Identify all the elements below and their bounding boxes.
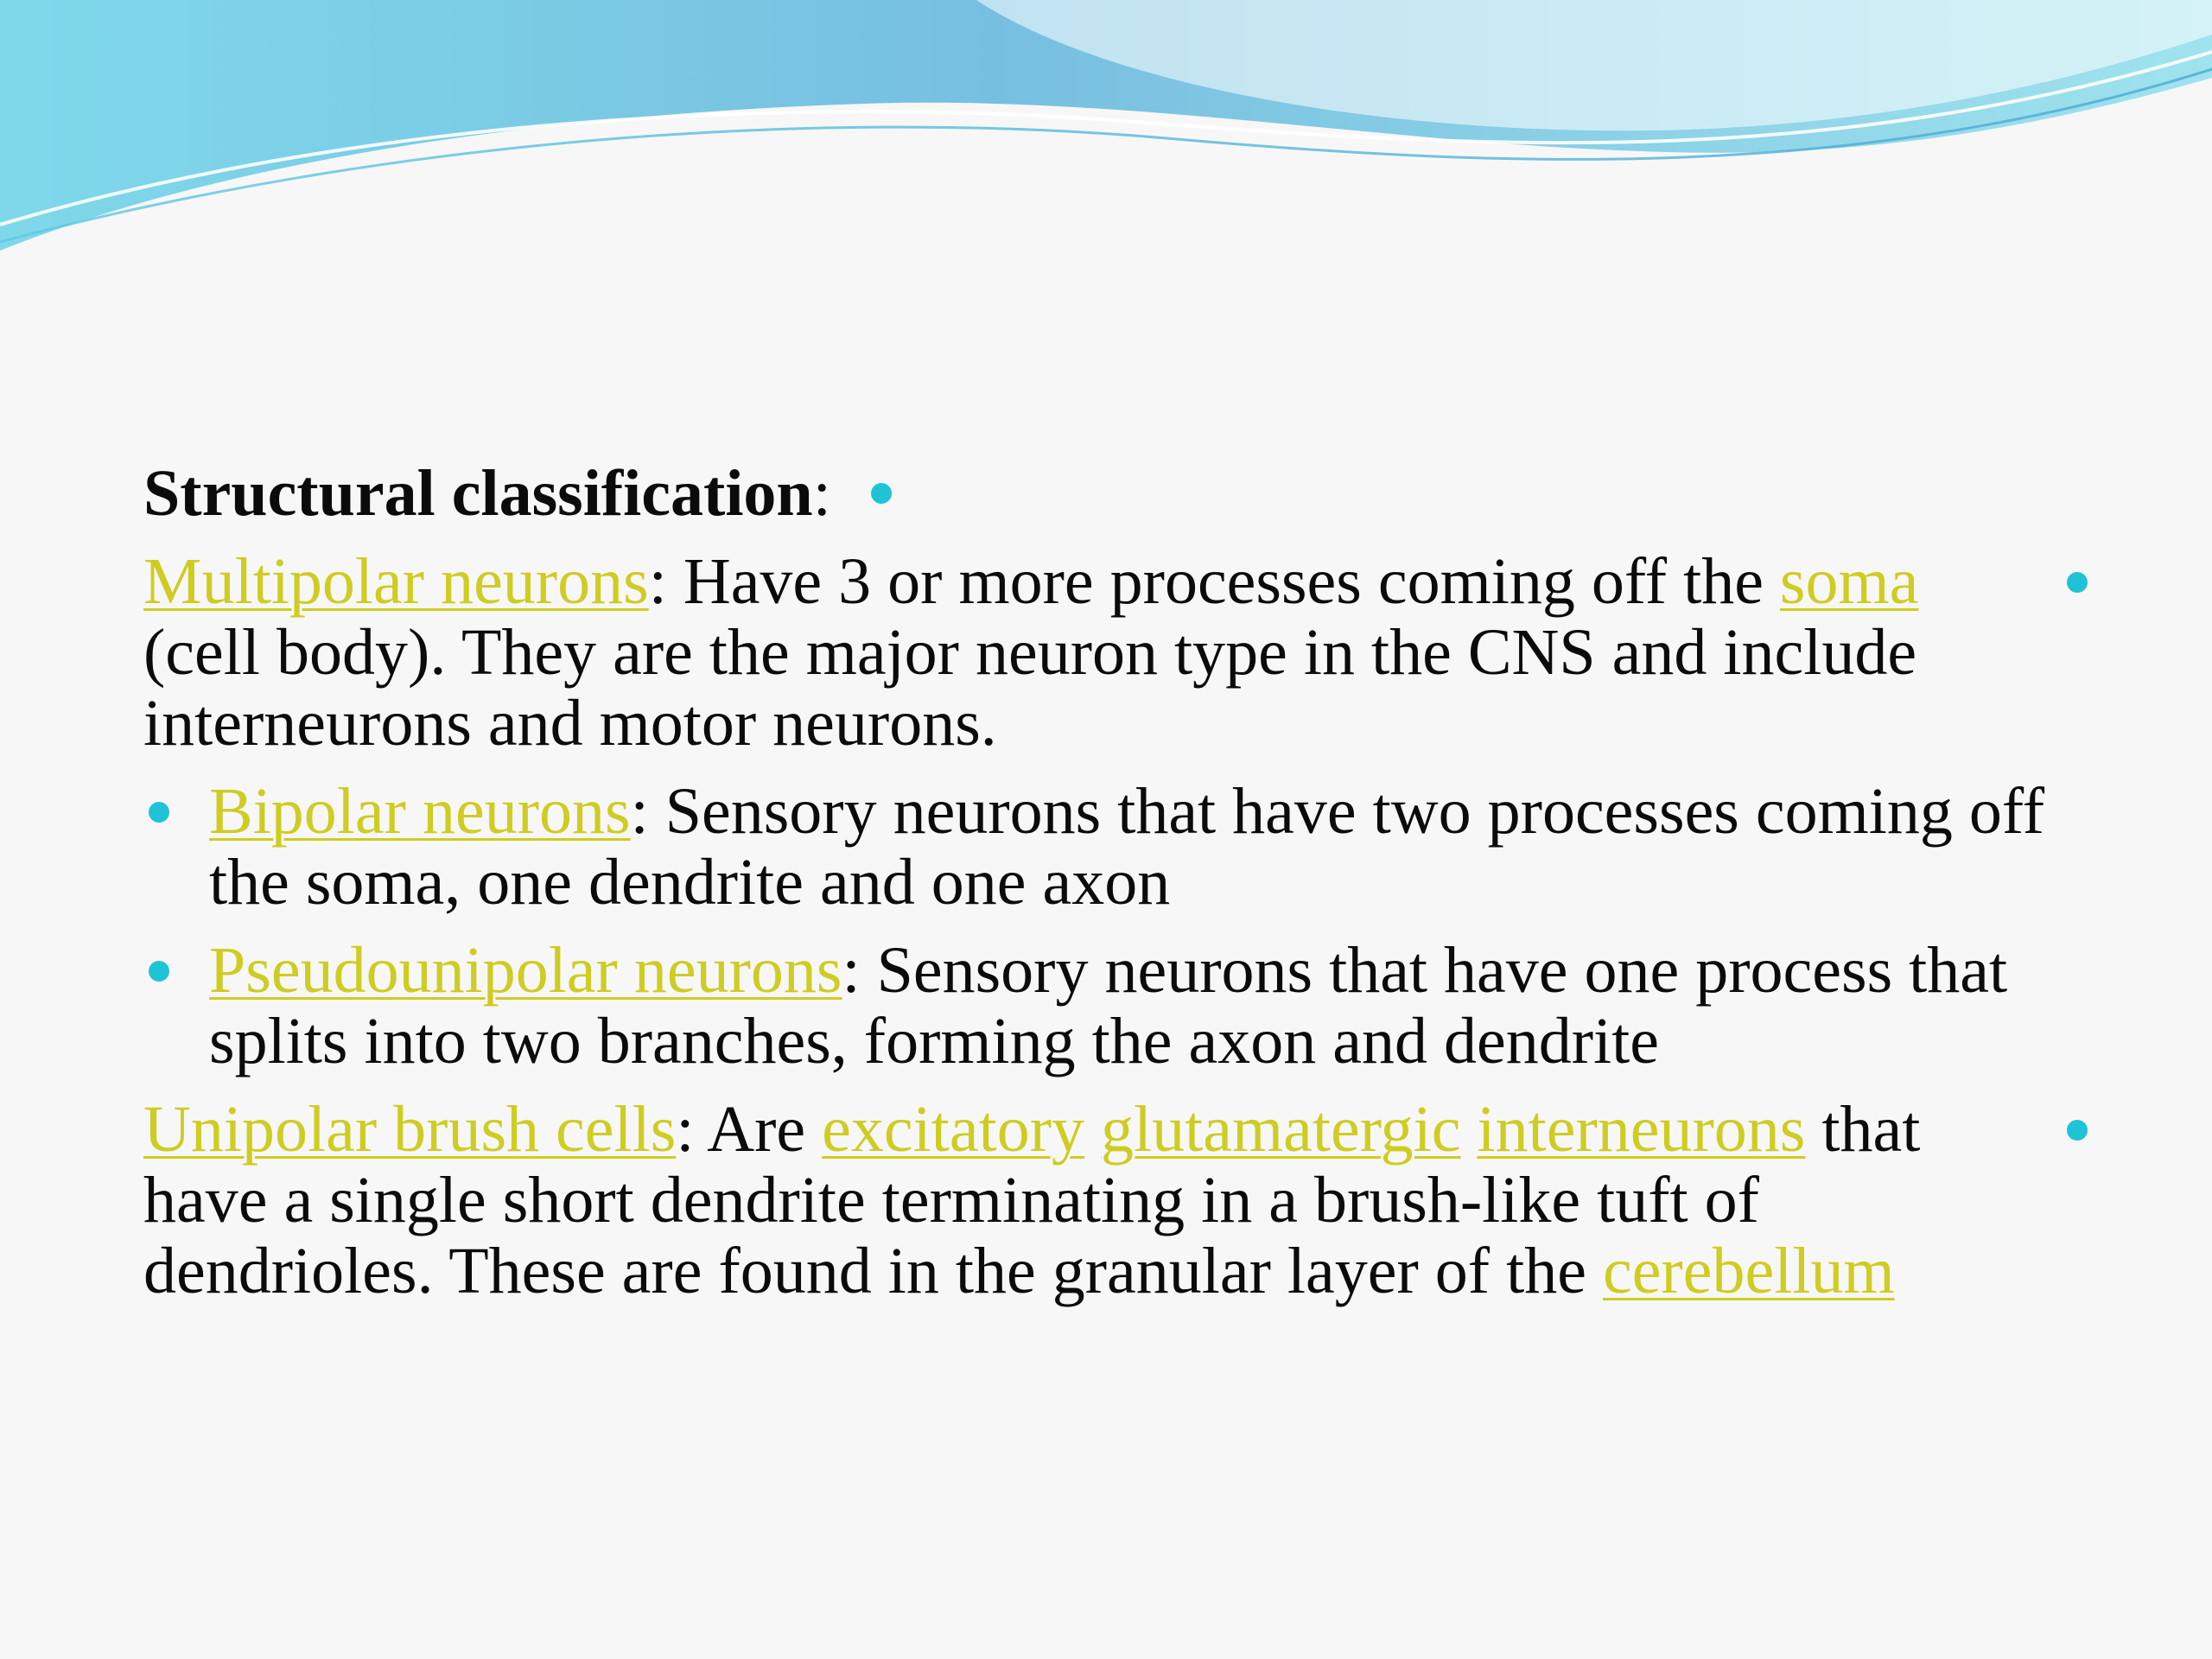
heading-paragraph [143, 458, 2088, 529]
pseudounipolar-neurons-link[interactable]: Pseudounipolar neurons [209, 934, 842, 1007]
multipolar-text-1: : Have 3 or more processes coming off the [648, 545, 1780, 618]
bipolar-list-item [143, 776, 2088, 918]
pseudounipolar-text: : Sensory neurons that have one process that splits into two branches, forming the axon and dendrite [209, 934, 2008, 1077]
bullet-dot-icon [2067, 1120, 2088, 1141]
pseudounipolar-list-item [143, 935, 2088, 1077]
cerebellum-link[interactable]: cerebellum [1602, 1235, 1895, 1307]
soma-link[interactable]: soma [1779, 545, 1919, 618]
unipolar-text-2: that have a single short dendrite terminating in a brush-like tuft of dendrioles. These are found in the granular layer of the [143, 1093, 1921, 1307]
slide-body [143, 458, 2088, 1324]
unipolar-brush-paragraph [143, 1094, 2088, 1306]
bullet-dot-icon [149, 802, 169, 823]
multipolar-text-2: (cell body). They are the major neuron type in the CNS and include interneurons and motor neurons. [143, 616, 1917, 760]
glutamatergic-link[interactable]: glutamatergic [1101, 1093, 1461, 1166]
bipolar-text: : Sensory neurons that have two processes coming off the soma, one dendrite and one axon [209, 775, 2045, 918]
section-heading: Structural classification [143, 457, 813, 530]
unipolar-brush-cells-link[interactable]: Unipolar brush cells [143, 1093, 677, 1166]
bullet-dot-icon [149, 961, 169, 982]
interneurons-link[interactable]: interneurons [1477, 1093, 1806, 1166]
multipolar-neurons-link[interactable]: Multipolar neurons [143, 545, 649, 618]
bipolar-neurons-link[interactable]: Bipolar neurons [209, 775, 631, 848]
header-wave-decoration [0, 0, 2212, 259]
excitatory-link[interactable]: excitatory [822, 1093, 1085, 1166]
heading-colon: : [812, 457, 831, 530]
bullet-dot-icon [2067, 572, 2088, 593]
multipolar-paragraph [143, 546, 2088, 759]
unipolar-text-1: : Are [676, 1093, 823, 1166]
bullet-dot-icon [871, 483, 892, 504]
